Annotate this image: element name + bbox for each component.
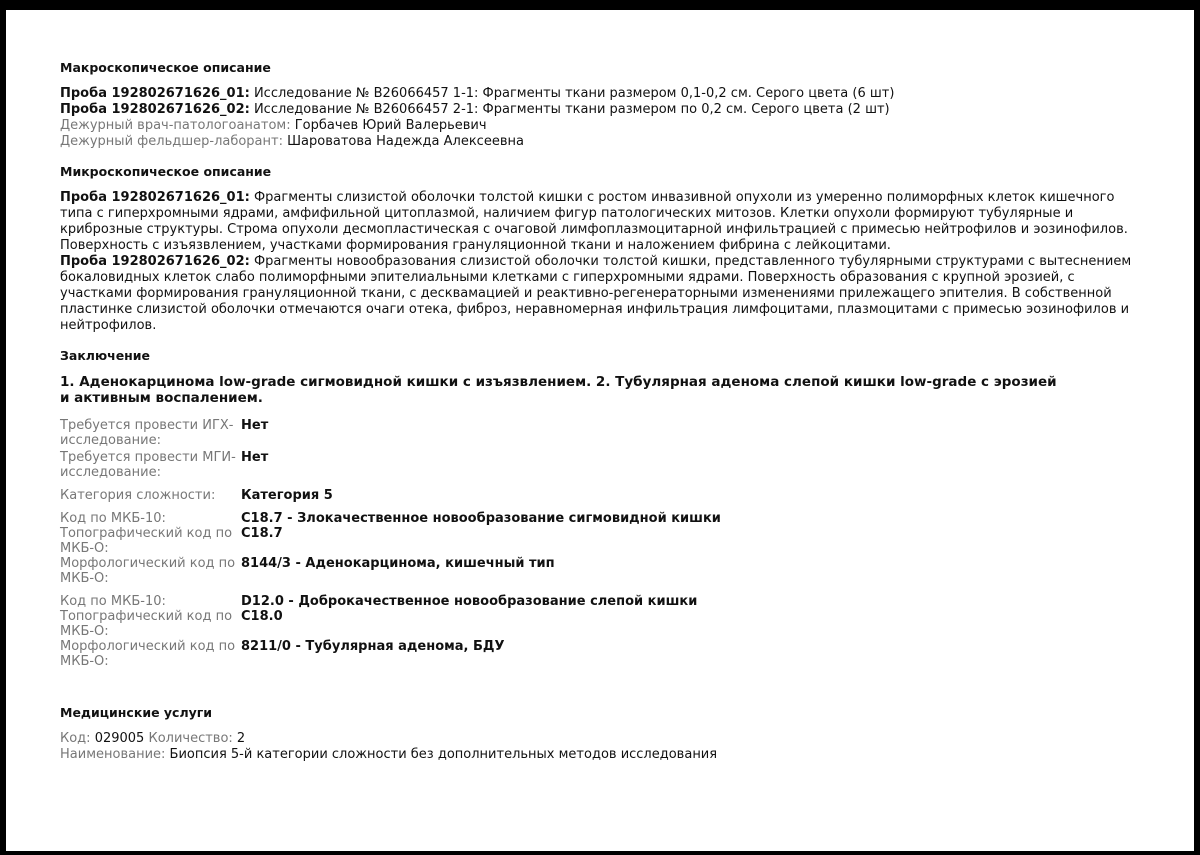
icd-value: C18.7 - Злокачественное новообразование сигмовидной кишки (241, 511, 721, 526)
morph-label: Морфологический код по МКБ-О: (60, 639, 236, 669)
icd-value: D12.0 - Доброкачественное новообразование слепой кишки (241, 594, 698, 609)
assistant-label: Дежурный фельдшер-лаборант: (60, 134, 283, 149)
conclusion-text: 1. Аденокарцинома low-grade сигмовидной кишки с изъязвлением. 2. Тубулярная аденома слепой кишки low-grade с эрозией и активным воспалением. (60, 374, 1057, 406)
morph-value: 8211/0 - Тубулярная аденома, БДУ (241, 639, 505, 654)
micro-item-1 (60, 190, 1140, 254)
micro-text: Фрагменты новообразования слизистой оболочки толстой кишки, представленного тубулярными структурами с вытеснением бокаловидных клеток слабо полиморфными эпителиальными клетками с гиперхромными ядрами. Поверхность образования с крупной эрозией, с участками формирования грануляционной ткани, с десквамацией и реактивно-регенераторными изменениями прилежащего эпителия. В собственной пластинке слизистой оболочки отмечаются очаги отека, фиброз, неравномерная инфильтрация лимфоцитами, плазмоцитами с примесью эозинофилов и нейтрофилов. (60, 254, 1132, 333)
sample-label: Проба 192802671626_01: (60, 86, 250, 101)
macro-text: Исследование № B26066457 1-1: Фрагменты ткани размером 0,1-0,2 см. Серого цвета (6 шт) (249, 86, 895, 101)
mgi-row (60, 448, 721, 480)
micro-item-2 (60, 254, 1140, 334)
category-value: Категория 5 (241, 488, 333, 503)
doctor-name: Горбачев Юрий Валерьевич (290, 118, 487, 133)
macro-text: Исследование № B26066457 2-1: Фрагменты ткани размером по 0,2 см. Серого цвета (2 шт) (249, 102, 890, 117)
services-title: Медицинские услуги (60, 705, 213, 720)
micro-section-title: Микроскопическое описание (60, 164, 272, 179)
topo-value: C18.0 (241, 609, 283, 624)
topo-label: Топографический код по МКБ-О: (60, 526, 233, 556)
ihc-row (60, 418, 721, 448)
category-row (60, 480, 721, 503)
doctor-line (60, 118, 1140, 134)
services-section (60, 705, 1140, 763)
icd-row (60, 503, 721, 526)
category-label: Категория сложности: (60, 488, 216, 503)
code-label: Код: (60, 731, 91, 746)
morph-row (60, 639, 721, 669)
topo-value: C18.7 (241, 526, 283, 541)
assistant-name: Шароватова Надежда Алексеевна (282, 134, 524, 149)
doctor-label: Дежурный врач-патологоанатом: (60, 118, 291, 133)
document-page (6, 10, 1194, 851)
code-value: 029005 (90, 731, 145, 746)
macro-section-title: Макроскопическое описание (60, 60, 271, 75)
macro-line-2 (60, 102, 1140, 118)
macro-line-1 (60, 86, 1140, 102)
icd-label: Код по МКБ-10: (60, 594, 166, 609)
assistant-line (60, 134, 1140, 150)
quantity-label: Количество: (144, 731, 233, 746)
report-content (60, 60, 1140, 763)
sample-label: Проба 192802671626_02: (60, 254, 250, 269)
service-name-line (60, 747, 1140, 763)
morph-label: Морфологический код по МКБ-О: (60, 556, 236, 586)
fields-table (60, 418, 721, 669)
macro-section (60, 86, 1140, 150)
ihc-label: Требуется провести ИГХ-исследование: (60, 418, 234, 448)
sample-label: Проба 192802671626_01: (60, 190, 250, 205)
icd-label: Код по МКБ-10: (60, 511, 166, 526)
topo-label: Топографический код по МКБ-О: (60, 609, 233, 639)
morph-value: 8144/3 - Аденокарцинома, кишечный тип (241, 556, 555, 571)
icd-row (60, 586, 721, 609)
micro-text: Фрагменты слизистой оболочки толстой кишки с ростом инвазивной опухоли из умеренно полиморфных клеток кишечного типа с гиперхромными ядрами, амфифильной цитоплазмой, наличием фигур патологических митозов. Клетки опухоли формируют тубулярные и криброзные структуры. Строма опухоли десмопластическая с очаговой лимфоплазмоцитарной инфильтрацией с примесью нейтрофилов и эозинофилов. Поверхность с изъязвлением, участками формирования грануляционной ткани и наложением фибрина с лейкоцитами. (60, 190, 1128, 253)
mgi-value: Нет (241, 450, 269, 465)
morph-row (60, 556, 721, 586)
sample-label: Проба 192802671626_02: (60, 102, 250, 117)
topo-row (60, 609, 721, 639)
conclusion-title: Заключение (60, 348, 151, 363)
service-code-line (60, 731, 1140, 747)
mgi-label: Требуется провести МГИ-исследование: (60, 450, 236, 480)
micro-section (60, 190, 1140, 334)
quantity-value: 2 (232, 731, 246, 746)
ihc-value: Нет (241, 418, 269, 433)
name-value: Биопсия 5-й категории сложности без дополнительных методов исследования (165, 747, 718, 762)
topo-row (60, 526, 721, 556)
name-label: Наименование: (60, 747, 166, 762)
